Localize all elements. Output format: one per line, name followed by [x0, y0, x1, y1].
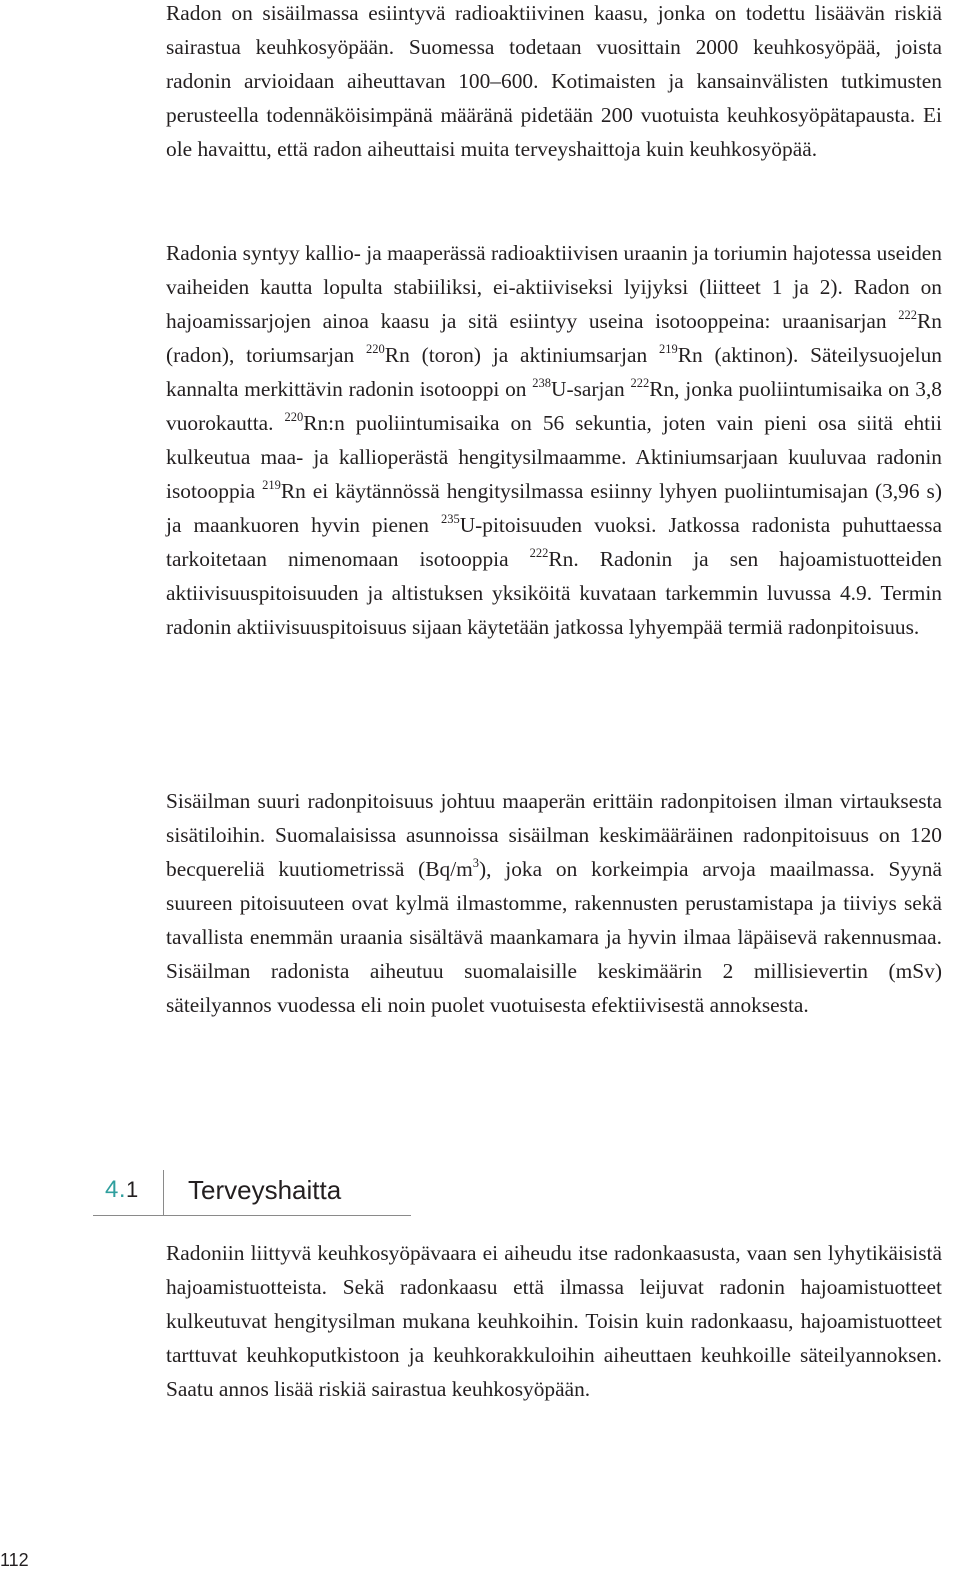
heading-underline: [93, 1215, 411, 1216]
paragraph-radon-intro: Radon on sisäilmassa esiintyvä radioaktiivinen kaasu, jonka on todettu lisäävän riskiä sairastua keuhkosyöpään. Suomessa todetaan vuosittain 2000 keuhkosyöpää, joista radonin arvioidaan aiheuttavan 100–600. Kotimaisten ja kansainvälisten tutkimusten perusteella todennäköisimpänä määränä pidetään 200 vuotuista keuhkosyöpätapausta. Ei ole havaittu, että radon aiheuttaisi muita terveyshaittoja kuin keuhkosyöpää.: [166, 1, 942, 161]
text-run: Rn (aktinon). Säteilysuojelun kannalta merkittävin radonin isotooppi on: [166, 343, 942, 401]
text-run: Rn, jonka puoliintumisaika on 3,8 vuorokautta.: [166, 377, 942, 435]
section-number-minor: 1: [126, 1177, 139, 1202]
isotope-mass-number: 219: [262, 478, 281, 492]
text-run: U-pitoisuuden vuoksi. Jatkossa radonista puhuttaessa tarkoitetaan nimenomaan isotooppia: [166, 513, 942, 571]
text-run: U-sarjan: [551, 377, 631, 401]
text-run: Radonia syntyy kallio- ja maaperässä radioaktiivisen uraanin ja toriumin hajotessa useiden vaiheiden kautta lopulta stabiiliksi, ei-aktiiviseksi lyijyksi (liitteet 1 ja 2). Radon on hajoamissarjojen ainoa kaasu ja sitä esiintyy useina isotooppeina: uraanisarjan: [166, 241, 942, 333]
text-run: ), joka on korkeimpia arvoja maailmassa. Syynä suureen pitoisuuteen ovat kylmä ilmastomme, rakennusten perustamistapa ja tiiviys sekä tavallista enemmän uraania sisältävä maankamara ja hyvin ilmaa läpäisevä rakennusmaa. Sisäilman radonista aiheutuu suomalaisille keskimäärin 2 millisievertin (mSv) säteilyannos vuodessa eli noin puolet vuotuisesta efektiivisestä annoksesta.: [166, 857, 942, 1017]
isotope-mass-number: 238: [532, 376, 552, 390]
heading-vertical-divider: [163, 1170, 164, 1216]
unit-exponent: 3: [472, 856, 480, 870]
isotope-mass-number: 219: [659, 342, 678, 356]
section-title: Terveyshaitta: [188, 1175, 342, 1205]
isotope-mass-number: 222: [898, 308, 918, 322]
isotope-mass-number: 220: [284, 410, 304, 424]
isotope-mass-number: 222: [529, 546, 549, 560]
text-run: Rn:n puoliintumisaika on 56 sekuntia, joten vain pieni osa siitä ehtii kulkeutua maa- ja kallioperästä hengitysilmaamme. Aktiniumsarjaan kuuluvaa radonin isotooppia: [166, 411, 942, 503]
section-heading: [93, 1170, 411, 1216]
text-run: Rn ei käytännössä hengitysilmassa esiinny lyhyen puoliintumisajan (3,96 s) ja maankuoren hyvin pienen: [166, 479, 942, 537]
paragraph-radon-isotopes: [166, 236, 942, 644]
page-number: 112: [0, 1550, 29, 1570]
text-run: Rn. Radonin ja sen hajoamistuotteiden aktiivisuuspitoisuuden ja altistuksen yksiköitä kuvataan tarkemmin luvussa 4.9. Termin radonin aktiivisuuspitoisuus sijaan käytetään jatkossa lyhyempää termiä radonpitoisuus.: [166, 547, 942, 639]
isotope-mass-number: 222: [630, 376, 650, 390]
paragraph-health-hazard: Radoniin liittyvä keuhkosyöpävaara ei aiheudu itse radonkaasusta, vaan sen lyhytikäisistä hajoamistuotteista. Sekä radonkaasu että ilmassa leijuvat radonin hajoamistuotteet kulkeutuvat hengitysilman mukana keuhkoihin. Toisin kuin radonkaasu, hajoamistuotteet tarttuvat keuhkoputkistoon ja keuhkorakkuloihin aiheuttaen keuhkoille säteilyannoksen. Saatu annos lisää riskiä sairastua keuhkosyöpään.: [166, 1241, 942, 1401]
text-run: Rn (radon), toriumsarjan: [166, 309, 942, 367]
text-run: Sisäilman suuri radonpitoisuus johtuu maaperän erittäin radonpitoisen ilman virtauksesta sisätiloihin. Suomalaisissa asunnoissa sisäilman keskimääräinen radonpitoisuus on 120 becquereliä kuutiometrissä (Bq/m: [166, 789, 942, 881]
text-run: Rn (toron) ja aktiniumsarjan: [384, 343, 659, 367]
isotope-mass-number: 220: [366, 342, 385, 356]
section-number: [105, 1176, 139, 1204]
paragraph-indoor-radon: [166, 784, 942, 1022]
isotope-mass-number: 235: [440, 512, 460, 526]
section-number-major: 4.: [105, 1176, 127, 1203]
